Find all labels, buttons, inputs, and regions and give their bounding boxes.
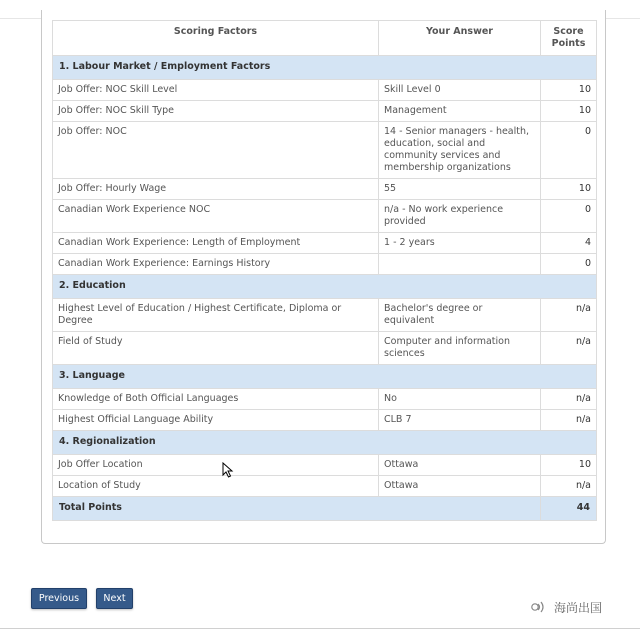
table-row: [53, 122, 597, 179]
previous-button[interactable]: Previous: [31, 588, 87, 609]
total-points: 44: [541, 497, 597, 521]
table-row: [53, 332, 597, 365]
row-answer: 14 - Senior managers - health, education, social and community services and membership organizations: [379, 122, 541, 179]
row-points: n/a: [541, 299, 597, 332]
section-title: 2. Education: [53, 275, 597, 299]
row-points: n/a: [541, 332, 597, 365]
row-points: n/a: [541, 410, 597, 431]
row-factor: Job Offer Location: [53, 455, 379, 476]
section-row: [53, 56, 597, 80]
row-answer: Ottawa: [379, 476, 541, 497]
bottom-divider: [0, 628, 640, 629]
row-answer: 1 - 2 years: [379, 233, 541, 254]
row-factor: Highest Official Language Ability: [53, 410, 379, 431]
header-score-points: Score Points: [541, 21, 597, 56]
row-answer: n/a - No work experience provided: [379, 200, 541, 233]
section-row: [53, 365, 597, 389]
row-answer: Bachelor's degree or equivalent: [379, 299, 541, 332]
table-row: [53, 254, 597, 275]
section-title: 3. Language: [53, 365, 597, 389]
table-row: [53, 299, 597, 332]
row-answer: No: [379, 389, 541, 410]
mouse-cursor-icon: [222, 462, 234, 478]
row-points: 4: [541, 233, 597, 254]
table-row: [53, 179, 597, 200]
row-factor: Canadian Work Experience: Length of Employment: [53, 233, 379, 254]
next-button[interactable]: Next: [96, 588, 133, 609]
row-points: 0: [541, 122, 597, 179]
total-row: [53, 497, 597, 521]
row-points: 10: [541, 80, 597, 101]
row-answer: CLB 7: [379, 410, 541, 431]
row-factor: Knowledge of Both Official Languages: [53, 389, 379, 410]
row-points: 10: [541, 455, 597, 476]
row-factor: Job Offer: NOC: [53, 122, 379, 179]
row-factor: Canadian Work Experience NOC: [53, 200, 379, 233]
row-points: 0: [541, 200, 597, 233]
row-factor: Highest Level of Education / Highest Certificate, Diploma or Degree: [53, 299, 379, 332]
table-row: [53, 476, 597, 497]
row-answer: Ottawa: [379, 455, 541, 476]
header-scoring-factors: Scoring Factors: [53, 21, 379, 56]
row-factor: Canadian Work Experience: Earnings History: [53, 254, 379, 275]
table-row: [53, 101, 597, 122]
section-title: 1. Labour Market / Employment Factors: [53, 56, 597, 80]
table-row: [53, 389, 597, 410]
row-answer: Skill Level 0: [379, 80, 541, 101]
watermark-text: 海尚出国: [554, 600, 603, 615]
total-label: Total Points: [53, 497, 541, 521]
section-title: 4. Regionalization: [53, 431, 597, 455]
table-row: [53, 410, 597, 431]
table-row: [53, 455, 597, 476]
row-factor: Job Offer: NOC Skill Level: [53, 80, 379, 101]
table-row: [53, 233, 597, 254]
scoring-table: [52, 20, 597, 521]
table-row: [53, 200, 597, 233]
row-points: 10: [541, 101, 597, 122]
row-points: n/a: [541, 476, 597, 497]
row-answer: Computer and information sciences: [379, 332, 541, 365]
watermark: [530, 596, 602, 618]
table-header-row: [53, 21, 597, 56]
row-points: 0: [541, 254, 597, 275]
row-factor: Field of Study: [53, 332, 379, 365]
row-answer: Management: [379, 101, 541, 122]
row-points: 10: [541, 179, 597, 200]
section-row: [53, 275, 597, 299]
section-row: [53, 431, 597, 455]
row-answer: [379, 254, 541, 275]
row-points: n/a: [541, 389, 597, 410]
row-answer: 55: [379, 179, 541, 200]
row-factor: Job Offer: Hourly Wage: [53, 179, 379, 200]
wechat-official-account-icon: [530, 600, 548, 614]
row-factor: Location of Study: [53, 476, 379, 497]
row-factor: Job Offer: NOC Skill Type: [53, 101, 379, 122]
header-your-answer: Your Answer: [379, 21, 541, 56]
table-row: [53, 80, 597, 101]
